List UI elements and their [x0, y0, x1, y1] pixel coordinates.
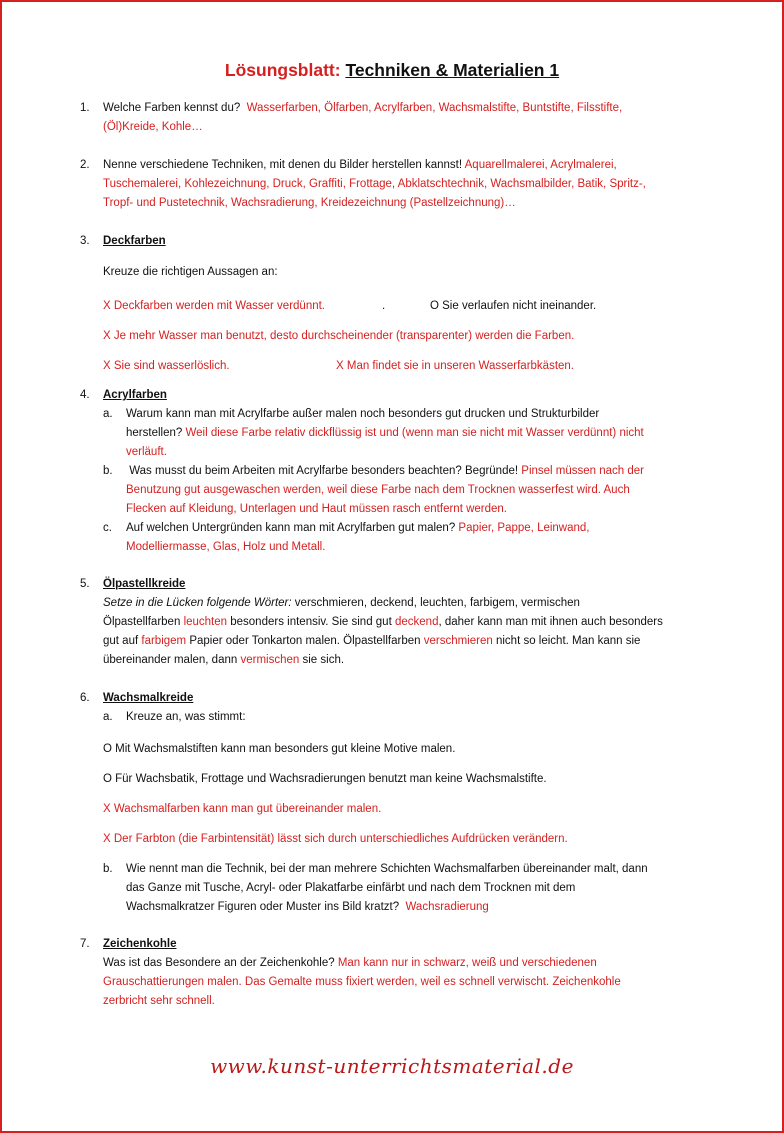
q5-fill-vermischen: vermischen	[240, 654, 300, 666]
q7-answer-line1: Man kann nur in schwarz, weiß und verschiedenen	[337, 957, 597, 969]
q4-b-answer-line3: Flecken auf Kleidung, Unterlagen und Haut müssen rasch entfernt werden.	[126, 503, 507, 515]
q3-dot: .	[382, 300, 386, 312]
q4-a-question-line2: herstellen?	[126, 427, 183, 439]
q3-option-4: X Sie sind wasserlöslich.	[103, 360, 230, 372]
q6-option-4: X Der Farbton (die Farbintensität) lässt sich durch unterschiedliches Aufdrücken verändern.	[103, 833, 568, 845]
q4-b-block	[126, 462, 716, 519]
q3-option-3: X Je mehr Wasser man benutzt, desto durchscheinender (transparenter) werden die Farben.	[103, 330, 575, 342]
q5-fill-farbigem: farbigem	[141, 635, 187, 647]
q3-number: 3.	[80, 235, 90, 247]
q4-c-block	[126, 519, 716, 557]
q5-fill-leuchten: leuchten	[183, 616, 228, 628]
q5-text: übereinander malen, dann	[103, 654, 238, 666]
q2-answer-line3: Tropf- und Pustetechnik, Wachsradierung, Kreidezeichnung (Pastellzeichnung)…	[103, 197, 516, 209]
q4-c-answer-line1: Papier, Pappe, Leinwand,	[458, 522, 590, 534]
q3-option-1: X Deckfarben werden mit Wasser verdünnt.	[103, 300, 325, 312]
q4-a-label: a.	[103, 408, 113, 420]
q4-b-answer-line1: Pinsel müssen nach der	[521, 465, 645, 477]
q2-question: Nenne verschiedene Techniken, mit denen du Bilder herstellen kannst!	[103, 159, 463, 171]
q5-text: , daher kann man mit ihnen auch besonders	[438, 616, 663, 628]
q6-b-question-line2: das Ganze mit Tusche, Acryl- oder Plakatfarbe einfärbt und nach dem Trocknen mit dem	[126, 882, 576, 894]
q4-b-answer-line2: Benutzung gut ausgewaschen werden, weil diese Farbe nach dem Trocknen wasserfest wird. Auch	[126, 484, 630, 496]
q5-fill-verschmieren: verschmieren	[423, 635, 493, 647]
q1-question: Welche Farben kennst du?	[103, 102, 241, 114]
q4-c-question: Auf welchen Untergründen kann man mit Acrylfarben gut malen?	[126, 522, 456, 534]
q5-heading: Ölpastellkreide	[103, 578, 186, 590]
q6-b-question-line3: Wachsmalkratzer Figuren oder Muster ins Bild kratzt?	[126, 901, 400, 913]
q5-text: nicht so leicht. Man kann sie	[495, 635, 641, 647]
q2-answer-line2: Tuschemalerei, Kohlezeichnung, Druck, Graffiti, Frottage, Abklatschtechnik, Wachsmalbilder, Batik, Spritz-,	[103, 178, 646, 190]
q5-intro-italic: Setze in die Lücken folgende Wörter:	[103, 597, 292, 609]
q6-option-2: O Für Wachsbatik, Frottage und Wachsradierungen benutzt man keine Wachsmalstifte.	[103, 773, 547, 785]
q4-heading: Acrylfarben	[103, 389, 167, 401]
q6-option-3: X Wachsmalfarben kann man gut übereinander malen.	[103, 803, 382, 815]
q4-c-label: c.	[103, 522, 112, 534]
q5-block	[103, 575, 723, 670]
q1-number: 1.	[80, 102, 90, 114]
q3-instruction: Kreuze die richtigen Aussagen an:	[103, 266, 278, 278]
q6-heading: Wachsmalkreide	[103, 692, 194, 704]
q4-number: 4.	[80, 389, 90, 401]
q5-text: Ölpastellfarben	[103, 616, 181, 628]
q4-c-answer-line2: Modelliermasse, Glas, Holz und Metall.	[126, 541, 326, 553]
q3-option-2: O Sie verlaufen nicht ineinander.	[430, 300, 597, 312]
q6-b-block	[126, 860, 726, 917]
q1-answer-line2: (Öl)Kreide, Kohle…	[103, 121, 203, 133]
q6-option-1: O Mit Wachsmalstiften kann man besonders gut kleine Motive malen.	[103, 743, 456, 755]
q4-a-block	[126, 405, 716, 462]
q3-option-5: X Man findet sie in unseren Wasserfarbkästen.	[336, 360, 574, 372]
q3-heading: Deckfarben	[103, 235, 166, 247]
page-title	[0, 60, 784, 81]
q2-block	[103, 156, 723, 213]
q4-a-answer-line1: Weil diese Farbe relativ dickflüssig ist und (wenn man sie nicht mit Wasser verdünnt) nicht	[185, 427, 644, 439]
q4-a-question-line1: Warum kann man mit Acrylfarbe außer malen noch besonders gut drucken und Strukturbilder	[126, 408, 600, 420]
q5-fill-deckend: deckend	[394, 616, 439, 628]
q6-a-question: Kreuze an, was stimmt:	[126, 711, 246, 723]
title-main: Techniken & Materialien 1	[345, 60, 560, 80]
q7-question: Was ist das Besondere an der Zeichenkohle?	[103, 957, 335, 969]
q5-number: 5.	[80, 578, 90, 590]
q6-b-question-line1: Wie nennt man die Technik, bei der man mehrere Schichten Wachsmalfarben übereinander malt, dann	[126, 863, 648, 875]
q5-text: sie sich.	[302, 654, 345, 666]
q5-text: Papier oder Tonkarton malen. Ölpastellfarben	[189, 635, 421, 647]
q7-block	[103, 935, 723, 1011]
q6-b-answer: Wachsradierung	[405, 901, 489, 913]
q7-answer-line3: zerbricht sehr schnell.	[103, 995, 215, 1007]
q4-b-question: Was musst du beim Arbeiten mit Acrylfarbe besonders beachten? Begründe!	[129, 465, 519, 477]
q5-text: besonders intensiv. Sie sind gut	[230, 616, 392, 628]
q2-number: 2.	[80, 159, 90, 171]
title-prefix: Lösungsblatt:	[224, 60, 341, 80]
q7-number: 7.	[80, 938, 90, 950]
q6-number: 6.	[80, 692, 90, 704]
q1-block	[103, 99, 703, 137]
q5-intro-words: verschmieren, deckend, leuchten, farbigem, vermischen	[294, 597, 580, 609]
q4-a-answer-line2: verläuft.	[126, 446, 167, 458]
q7-answer-line2: Grauschattierungen malen. Das Gemalte muss fixiert werden, weil es schnell verwischt. Zeichenkohle	[103, 976, 621, 988]
footer-website-link[interactable]: www.kunst-unterrichtsmaterial.de	[210, 1054, 574, 1078]
q4-b-label: b.	[103, 465, 113, 477]
q2-answer-line1: Aquarellmalerei, Acrylmalerei,	[464, 159, 617, 171]
q7-heading: Zeichenkohle	[103, 938, 177, 950]
q5-text: gut auf	[103, 635, 139, 647]
q6-a-label: a.	[103, 711, 113, 723]
q6-b-label: b.	[103, 863, 113, 875]
q1-answer-line1: Wasserfarben, Ölfarben, Acrylfarben, Wachsmalstifte, Buntstifte, Filsstifte,	[246, 102, 623, 114]
